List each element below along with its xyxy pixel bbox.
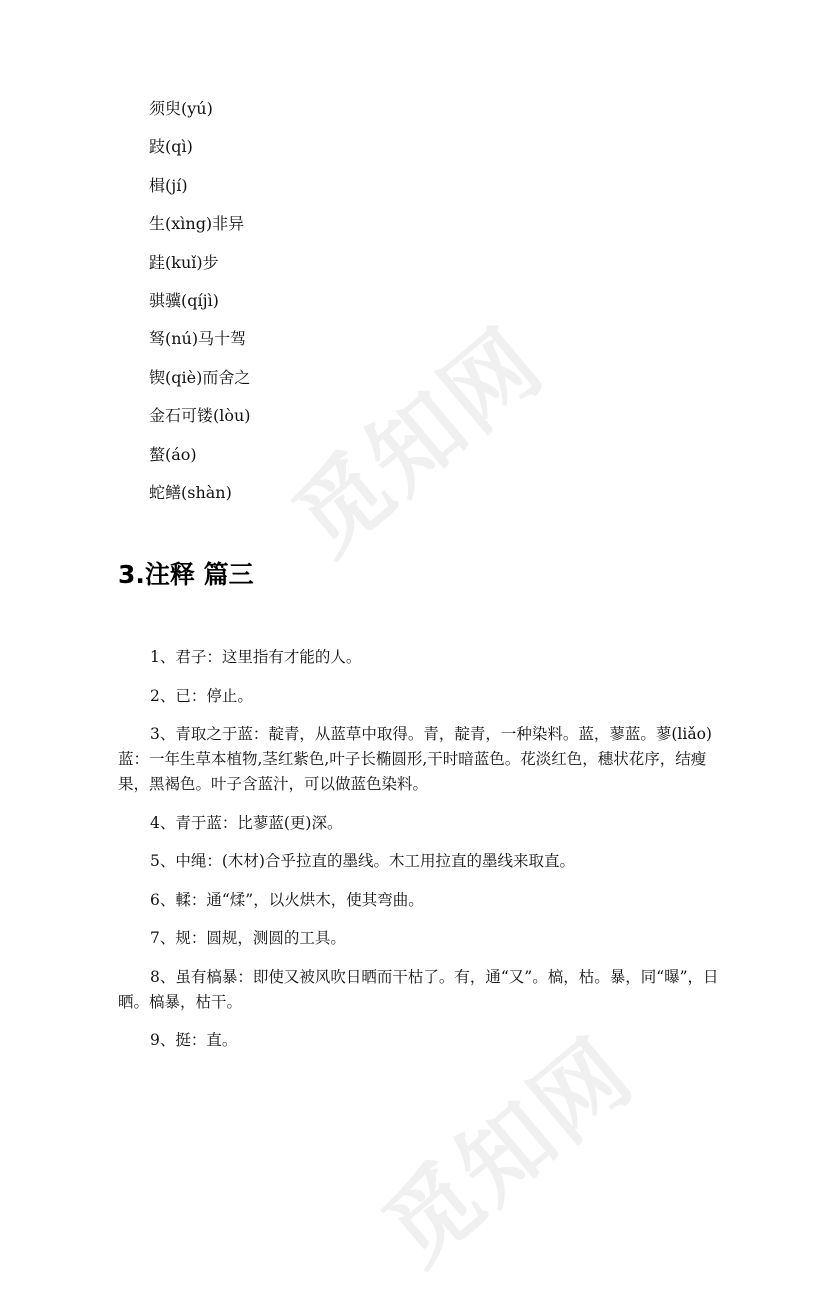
watermark: 觅知网: [364, 1018, 654, 1286]
note-item: 5、中绳：(木材)合乎拉直的墨线。木工用拉直的墨线来取直。: [150, 852, 575, 870]
vocab-item: 生(xìng)非异: [149, 214, 245, 234]
vocab-item: 锲(qiè)而舍之: [149, 367, 251, 387]
vocab-item: 楫(jí): [149, 175, 188, 195]
note-item: 6、輮：通“煣”，以火烘木，使其弯曲。: [150, 890, 424, 909]
watermark: 觅知网: [274, 308, 564, 576]
note-item: 2、已：停止。: [150, 686, 253, 705]
vocab-item: 驽(nú)马十驾: [149, 329, 247, 349]
vocab-item: 蛇鳝(shàn): [149, 482, 232, 502]
note-item: 7、规：圆规，测圆的工具。: [150, 929, 346, 947]
vocab-item: 须臾(yú): [149, 99, 213, 118]
notes-list: [118, 645, 723, 1067]
vocab-item: 骐骥(qíjì): [149, 290, 219, 310]
vocabulary-list: [149, 96, 251, 518]
vocab-item: 金石可镂(lòu): [149, 406, 251, 426]
note-item: 1、君子：这里指有才能的人。: [150, 648, 362, 666]
vocab-item: 螯(áo): [149, 444, 197, 464]
vocab-item: 跂(qì): [149, 137, 193, 157]
note-item: 9、挺：直。: [150, 1031, 238, 1049]
note-item: 8、虽有槁暴：即使又被风吹日晒而干枯了。有，通“又”。槁，枯。暴，同“曝”，日晒。槁暴，枯干。: [118, 967, 719, 1011]
note-item: 3、青取之于蓝：靛青，从蓝草中取得。青，靛青，一种染料。蓝，蓼蓝。蓼(liǎo)蓝：一年生草本植物,茎红紫色,叶子长椭圆形,干时暗蓝色。花淡红色，穗状花序，结瘦果，黑褐色。叶子含蓝汁，可以做蓝色染料。: [118, 725, 712, 793]
note-item: 4、青于蓝：比蓼蓝(更)深。: [150, 813, 343, 832]
section-heading: 3.注释 篇三: [118, 560, 254, 589]
vocab-item: 跬(kuǐ)步: [149, 252, 219, 272]
